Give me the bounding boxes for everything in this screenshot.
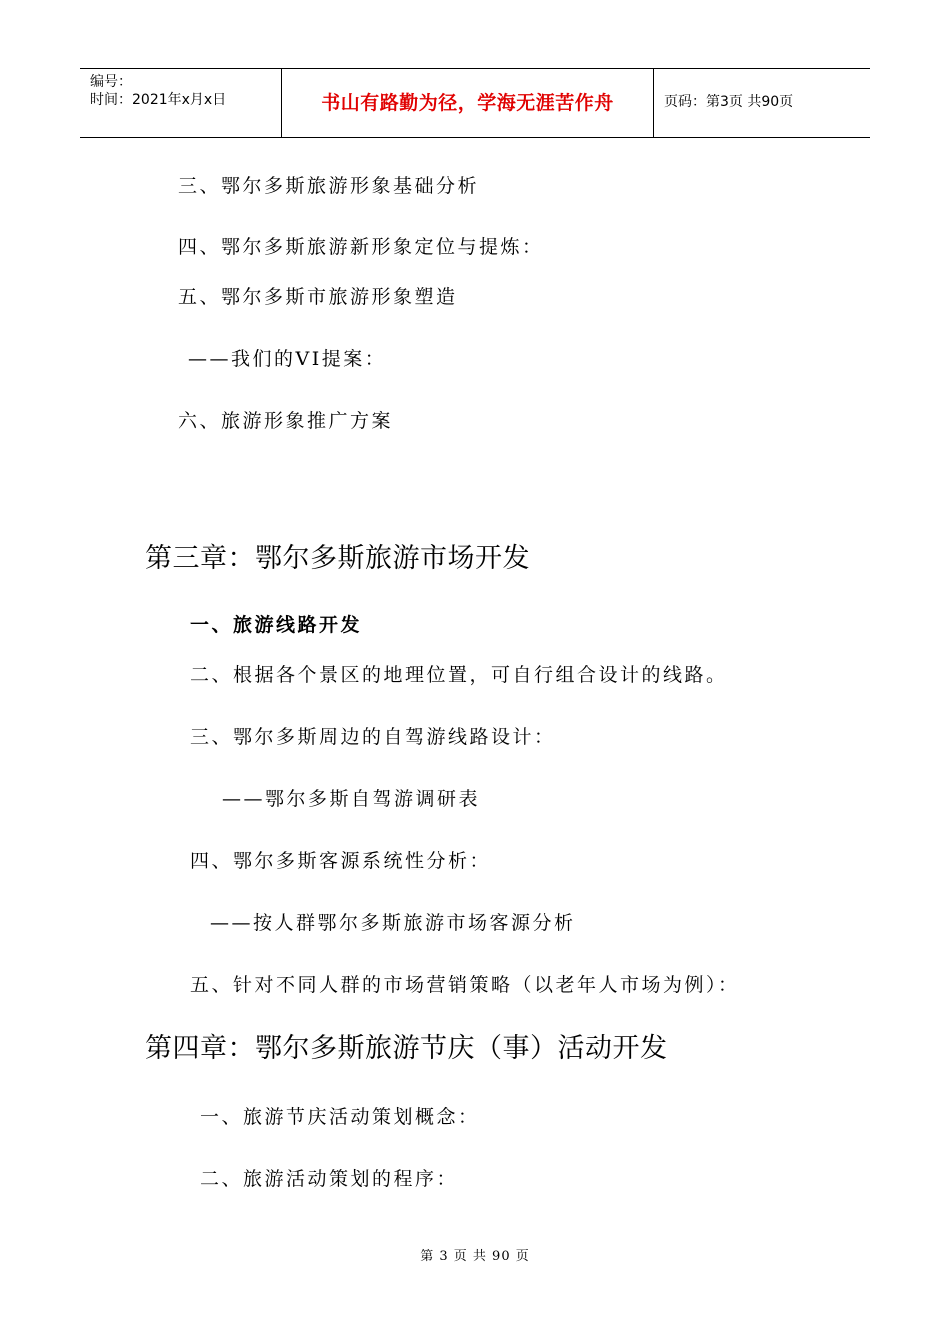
page-header (80, 68, 870, 138)
header-page-info: 页码：第3页 共90页 (664, 94, 794, 110)
page-footer: 第 3 页 共 90 页 (420, 1249, 530, 1264)
header-middle-cell (282, 69, 654, 137)
chapter-3-subitem: ——按人群鄂尔多斯旅游市场客源分析 (210, 912, 576, 934)
outline-subitem: ——我们的VI提案： (188, 348, 387, 370)
chapter-4-item: 一、旅游节庆活动策划概念： (200, 1106, 480, 1128)
chapter-3-title: 第三章：鄂尔多斯旅游市场开发 (145, 543, 530, 574)
outline-item: 三、鄂尔多斯旅游形象基础分析 (178, 175, 480, 197)
document-number-label: 编号： (90, 74, 132, 90)
outline-item: 四、鄂尔多斯旅游新形象定位与提炼： (178, 236, 544, 258)
chapter-3-item: 一、旅游线路开发 (190, 614, 363, 636)
outline-item: 五、鄂尔多斯市旅游形象塑造 (178, 286, 458, 308)
document-date: 时间：2021年x月x日 (90, 92, 227, 108)
chapter-4-title: 第四章：鄂尔多斯旅游节庆（事）活动开发 (145, 1033, 668, 1064)
chapter-3-subitem: ——鄂尔多斯自驾游调研表 (222, 788, 481, 810)
chapter-3-item: 二、根据各个景区的地理位置，可自行组合设计的线路。 (190, 664, 728, 686)
chapter-4-item: 二、旅游活动策划的程序： (200, 1168, 459, 1190)
chapter-3-item: 五、针对不同人群的市场营销策略（以老年人市场为例）： (190, 974, 740, 996)
header-motto: 书山有路勤为径，学海无涯苦作舟 (321, 92, 614, 114)
chapter-3-item: 三、鄂尔多斯周边的自驾游线路设计： (190, 726, 556, 748)
chapter-3-item: 四、鄂尔多斯客源系统性分析： (190, 850, 492, 872)
header-right-cell (654, 69, 870, 137)
outline-item: 六、旅游形象推广方案 (178, 410, 394, 432)
header-left-cell (80, 69, 282, 137)
